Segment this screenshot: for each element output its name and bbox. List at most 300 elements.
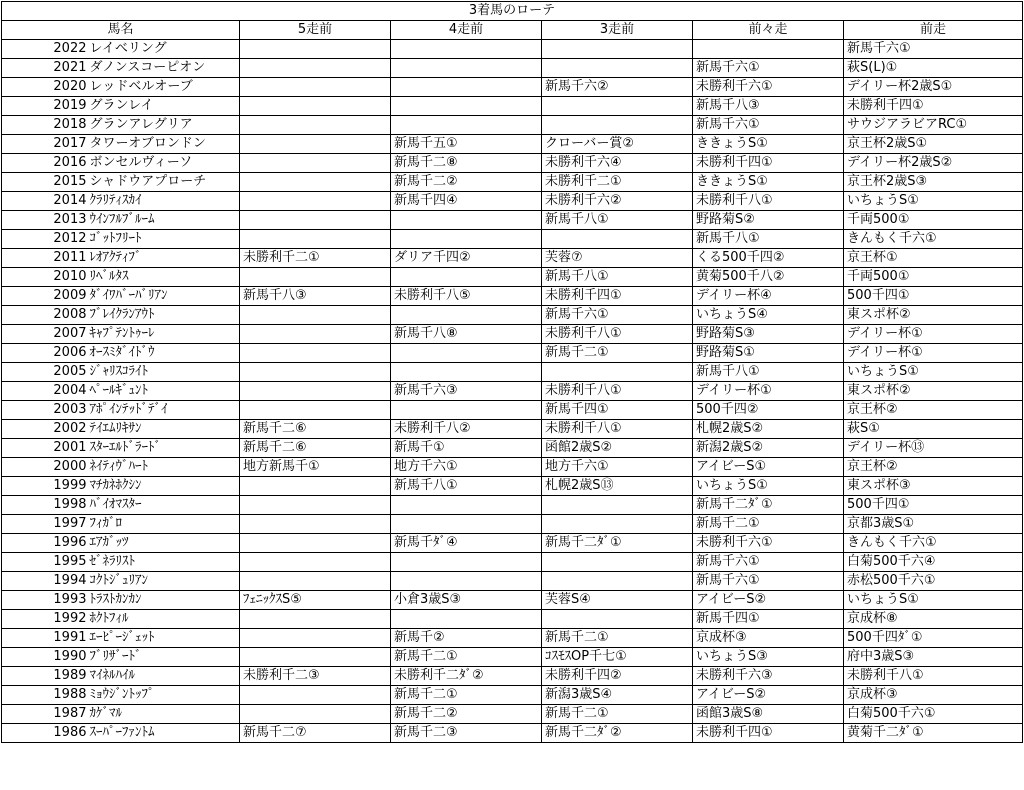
race-5-before-cell: 新馬千二⑥ [240, 420, 391, 439]
previous-race-cell: 萩S(L)① [844, 59, 1023, 78]
race-3-before-cell: 札幌2歳S⑬ [542, 477, 693, 496]
race-2-before-cell [693, 40, 844, 59]
table-row [2, 591, 1023, 610]
race-2-before-cell: 新馬千二① [693, 515, 844, 534]
race-2-before-cell: くる500千四② [693, 249, 844, 268]
horse-name-cell: ﾌｨｶﾞﾛ [89, 515, 240, 534]
race-5-before-cell [240, 496, 391, 515]
year-cell: 2003 [2, 401, 89, 420]
race-3-before-cell: 未勝利千四② [542, 667, 693, 686]
race-2-before-cell: 新馬千六① [693, 572, 844, 591]
race-4-before-cell [391, 515, 542, 534]
race-2-before-cell: 未勝利千四① [693, 154, 844, 173]
horse-name-cell: タワーオブロンドン [89, 135, 240, 154]
year-cell: 1987 [2, 705, 89, 724]
race-5-before-cell [240, 268, 391, 287]
table-row [2, 534, 1023, 553]
horse-name-cell: ﾀﾞｲﾜﾊﾞｰﾊﾞﾘｱﾝ [89, 287, 240, 306]
race-4-before-cell [391, 40, 542, 59]
table-row [2, 97, 1023, 116]
horse-name-cell: ﾈｲﾃｨｳﾞﾊｰﾄ [89, 458, 240, 477]
previous-race-cell: デイリー杯① [844, 325, 1023, 344]
race-3-before-cell [542, 40, 693, 59]
table-row [2, 211, 1023, 230]
table-row [2, 268, 1023, 287]
race-2-before-cell: 野路菊S① [693, 344, 844, 363]
race-4-before-cell: 新馬千二② [391, 173, 542, 192]
race-3-before-cell [542, 515, 693, 534]
race-2-before-cell: 黄菊500千八② [693, 268, 844, 287]
race-2-before-cell: 未勝利千八① [693, 192, 844, 211]
year-cell: 2018 [2, 116, 89, 135]
year-cell: 1988 [2, 686, 89, 705]
previous-race-cell: 新馬千六① [844, 40, 1023, 59]
race-5-before-cell [240, 610, 391, 629]
race-2-before-cell: 函館3歳S⑧ [693, 705, 844, 724]
race-5-before-cell [240, 534, 391, 553]
race-4-before-cell: 新馬千五① [391, 135, 542, 154]
table-row [2, 496, 1023, 515]
race-2-before-cell: 京成杯③ [693, 629, 844, 648]
table-row [2, 287, 1023, 306]
table-row [2, 40, 1023, 59]
year-cell: 2007 [2, 325, 89, 344]
race-2-before-cell: アイビーS① [693, 458, 844, 477]
previous-race-cell: 萩S① [844, 420, 1023, 439]
table-row [2, 439, 1023, 458]
race-5-before-cell: ﾌｪﾆｯｸｽS⑤ [240, 591, 391, 610]
year-cell: 2008 [2, 306, 89, 325]
race-4-before-cell: 新馬千ﾀﾞ④ [391, 534, 542, 553]
race-5-before-cell [240, 306, 391, 325]
previous-race-cell: 赤松500千六① [844, 572, 1023, 591]
previous-race-cell: 500千四① [844, 287, 1023, 306]
horse-name-cell: ｴｰﾋﾟｰｼﾞｪｯﾄ [89, 629, 240, 648]
previous-race-cell: 府中3歳S③ [844, 648, 1023, 667]
race-5-before-cell [240, 97, 391, 116]
race-3-before-cell: 芙蓉S④ [542, 591, 693, 610]
race-4-before-cell: 新馬千二③ [391, 724, 542, 743]
race-3-before-cell [542, 59, 693, 78]
race-2-before-cell: いちょうS④ [693, 306, 844, 325]
race-4-before-cell [391, 306, 542, 325]
race-3-before-cell: 函館2歳S② [542, 439, 693, 458]
previous-race-cell: きんもく千六① [844, 534, 1023, 553]
race-5-before-cell [240, 116, 391, 135]
horse-name-cell: ｴｱｶﾞｯﾂ [89, 534, 240, 553]
race-3-before-cell: 新馬千二① [542, 705, 693, 724]
race-5-before-cell [240, 629, 391, 648]
race-4-before-cell: 新馬千二① [391, 686, 542, 705]
race-3-before-cell [542, 572, 693, 591]
race-3-before-cell: 新潟3歳S④ [542, 686, 693, 705]
race-4-before-cell: 未勝利千二ﾀﾞ② [391, 667, 542, 686]
race-2-before-cell: 新馬千八③ [693, 97, 844, 116]
horse-name-cell: ﾌﾞﾚｲｸﾗﾝｱｳﾄ [89, 306, 240, 325]
year-cell: 1999 [2, 477, 89, 496]
table-row [2, 363, 1023, 382]
previous-race-cell: サウジアラビアRC① [844, 116, 1023, 135]
table-row [2, 553, 1023, 572]
race-2-before-cell: 新馬千八① [693, 230, 844, 249]
year-cell: 2013 [2, 211, 89, 230]
race-4-before-cell [391, 363, 542, 382]
race-4-before-cell [391, 59, 542, 78]
race-3-before-cell: 地方千六① [542, 458, 693, 477]
race-2-before-cell: デイリー杯① [693, 382, 844, 401]
race-5-before-cell [240, 515, 391, 534]
race-3-before-cell: 未勝利千六② [542, 192, 693, 211]
previous-race-cell: デイリー杯⑬ [844, 439, 1023, 458]
table-row [2, 306, 1023, 325]
race-5-before-cell [240, 401, 391, 420]
race-3-before-cell: クローバー賞② [542, 135, 693, 154]
year-cell: 2001 [2, 439, 89, 458]
race-3-before-cell: 新馬千六② [542, 78, 693, 97]
race-3-before-cell [542, 363, 693, 382]
year-cell: 2012 [2, 230, 89, 249]
header-previous-race: 前走 [844, 21, 1023, 40]
race-3-before-cell [542, 553, 693, 572]
table-row [2, 724, 1023, 743]
race-3-before-cell: ｺｽﾓｽOP千七① [542, 648, 693, 667]
race-4-before-cell: 新馬千二⑧ [391, 154, 542, 173]
year-cell: 2005 [2, 363, 89, 382]
previous-race-cell: 千両500① [844, 211, 1023, 230]
horse-name-cell: ﾎｸﾄﾌｨﾙ [89, 610, 240, 629]
race-4-before-cell: 新馬千八① [391, 477, 542, 496]
race-4-before-cell: ダリア千四② [391, 249, 542, 268]
race-3-before-cell [542, 610, 693, 629]
header-4-races-before: 4走前 [391, 21, 542, 40]
horse-name-cell: ｼﾞｬﾘｽｺﾗｲﾄ [89, 363, 240, 382]
race-3-before-cell: 新馬千八① [542, 268, 693, 287]
horse-name-cell: ボンセルヴィーソ [89, 154, 240, 173]
race-5-before-cell: 新馬千二⑦ [240, 724, 391, 743]
table-row [2, 59, 1023, 78]
previous-race-cell: 500千四① [844, 496, 1023, 515]
race-5-before-cell [240, 477, 391, 496]
table-row [2, 420, 1023, 439]
race-2-before-cell: 500千四② [693, 401, 844, 420]
horse-name-cell: ﾘﾍﾞﾙﾀｽ [89, 268, 240, 287]
horse-name-cell: ｳｲﾝﾌﾙﾌﾞﾙｰﾑ [89, 211, 240, 230]
year-cell: 2019 [2, 97, 89, 116]
year-cell: 1997 [2, 515, 89, 534]
year-cell: 1996 [2, 534, 89, 553]
race-5-before-cell: 未勝利千二① [240, 249, 391, 268]
header-row [2, 21, 1023, 40]
previous-race-cell: 未勝利千四① [844, 97, 1023, 116]
race-5-before-cell [240, 648, 391, 667]
horse-name-cell: レッドベルオーブ [89, 78, 240, 97]
race-3-before-cell: 新馬千八① [542, 211, 693, 230]
year-cell: 1994 [2, 572, 89, 591]
table-row [2, 382, 1023, 401]
race-4-before-cell: 未勝利千八② [391, 420, 542, 439]
previous-race-cell: 京王杯① [844, 249, 1023, 268]
header-5-races-before: 5走前 [240, 21, 391, 40]
race-3-before-cell: 新馬千二① [542, 344, 693, 363]
header-horse: 馬名 [2, 21, 240, 40]
previous-race-cell: 白菊500千六④ [844, 553, 1023, 572]
race-2-before-cell: いちょうS① [693, 477, 844, 496]
previous-race-cell: 京成杯⑧ [844, 610, 1023, 629]
race-4-before-cell: 新馬千四④ [391, 192, 542, 211]
race-2-before-cell: デイリー杯④ [693, 287, 844, 306]
previous-race-cell: 500千四ﾀﾞ① [844, 629, 1023, 648]
race-2-before-cell: 札幌2歳S② [693, 420, 844, 439]
horse-name-cell: ｱﾎﾟｲﾝﾃｯﾄﾞﾃﾞｲ [89, 401, 240, 420]
previous-race-cell: 東スポ杯③ [844, 477, 1023, 496]
race-3-before-cell: 新馬千六① [542, 306, 693, 325]
table-row [2, 648, 1023, 667]
year-cell: 2014 [2, 192, 89, 211]
horse-name-cell: ﾏｲﾈﾙﾊｲﾙ [89, 667, 240, 686]
race-2-before-cell: 未勝利千六① [693, 78, 844, 97]
race-5-before-cell [240, 572, 391, 591]
horse-name-cell: ｺｸﾄｼﾞｭﾘｱﾝ [89, 572, 240, 591]
previous-race-cell: 東スポ杯② [844, 382, 1023, 401]
header-2-races-before: 前々走 [693, 21, 844, 40]
year-cell: 1993 [2, 591, 89, 610]
horse-name-cell: ﾐｮｳｼﾞﾝﾄｯﾌﾟ [89, 686, 240, 705]
horse-name-cell: ｽﾀｰｴﾙﾄﾞﾗｰﾄﾞ [89, 439, 240, 458]
table-row [2, 477, 1023, 496]
race-3-before-cell [542, 116, 693, 135]
race-4-before-cell: 未勝利千八⑤ [391, 287, 542, 306]
table-row [2, 135, 1023, 154]
race-3-before-cell: 未勝利千八① [542, 420, 693, 439]
race-4-before-cell [391, 572, 542, 591]
race-2-before-cell: いちょうS③ [693, 648, 844, 667]
race-5-before-cell [240, 78, 391, 97]
race-3-before-cell [542, 496, 693, 515]
race-2-before-cell: 未勝利千四① [693, 724, 844, 743]
race-5-before-cell: 地方新馬千① [240, 458, 391, 477]
race-5-before-cell [240, 40, 391, 59]
race-2-before-cell: アイビーS② [693, 686, 844, 705]
race-4-before-cell: 小倉3歳S③ [391, 591, 542, 610]
previous-race-cell: デイリー杯2歳S② [844, 154, 1023, 173]
race-4-before-cell: 新馬千二② [391, 705, 542, 724]
horse-name-cell: グランアレグリア [89, 116, 240, 135]
table-row [2, 154, 1023, 173]
table-row [2, 515, 1023, 534]
table-row [2, 458, 1023, 477]
previous-race-cell: 白菊500千六① [844, 705, 1023, 724]
horse-name-cell: ﾃｲｴﾑﾘｷｻﾝ [89, 420, 240, 439]
table-row [2, 249, 1023, 268]
table-row [2, 325, 1023, 344]
year-cell: 1990 [2, 648, 89, 667]
table-row [2, 401, 1023, 420]
race-2-before-cell: ききょうS① [693, 135, 844, 154]
race-2-before-cell: 野路菊S③ [693, 325, 844, 344]
year-cell: 2002 [2, 420, 89, 439]
race-5-before-cell [240, 325, 391, 344]
previous-race-cell: 千両500① [844, 268, 1023, 287]
race-2-before-cell: 新潟2歳S② [693, 439, 844, 458]
race-3-before-cell: 新馬千二① [542, 629, 693, 648]
race-5-before-cell [240, 135, 391, 154]
year-cell: 2011 [2, 249, 89, 268]
race-5-before-cell: 新馬千二⑥ [240, 439, 391, 458]
table-row [2, 686, 1023, 705]
year-cell: 1995 [2, 553, 89, 572]
table-row [2, 344, 1023, 363]
table-row [2, 173, 1023, 192]
race-5-before-cell: 新馬千八③ [240, 287, 391, 306]
race-4-before-cell: 新馬千① [391, 439, 542, 458]
race-4-before-cell: 新馬千② [391, 629, 542, 648]
race-4-before-cell [391, 78, 542, 97]
horse-name-cell: シャドウアプローチ [89, 173, 240, 192]
race-5-before-cell [240, 211, 391, 230]
race-4-before-cell [391, 268, 542, 287]
year-cell: 2021 [2, 59, 89, 78]
table-row [2, 667, 1023, 686]
horse-name-cell: ｵｰｽﾐﾀﾞｲﾄﾞｳ [89, 344, 240, 363]
year-cell: 2017 [2, 135, 89, 154]
horse-name-cell: ｶｹﾞﾏﾙ [89, 705, 240, 724]
race-3-before-cell: 未勝利千八① [542, 325, 693, 344]
table-row [2, 610, 1023, 629]
year-cell: 2000 [2, 458, 89, 477]
race-2-before-cell: 新馬千四① [693, 610, 844, 629]
horse-name-cell: ﾏﾁｶﾈﾎｸｼﾝ [89, 477, 240, 496]
race-5-before-cell [240, 154, 391, 173]
header-3-races-before: 3走前 [542, 21, 693, 40]
year-cell: 1991 [2, 629, 89, 648]
previous-race-cell: 京都3歳S① [844, 515, 1023, 534]
previous-race-cell: 京王杯2歳S③ [844, 173, 1023, 192]
race-5-before-cell: 未勝利千二③ [240, 667, 391, 686]
horse-name-cell: ダノンスコーピオン [89, 59, 240, 78]
previous-race-cell: デイリー杯① [844, 344, 1023, 363]
race-2-before-cell: 新馬千六① [693, 59, 844, 78]
horse-name-cell: レイベリング [89, 40, 240, 59]
race-5-before-cell [240, 705, 391, 724]
race-4-before-cell [391, 97, 542, 116]
race-4-before-cell [391, 610, 542, 629]
year-cell: 2004 [2, 382, 89, 401]
table-row [2, 572, 1023, 591]
race-4-before-cell: 地方千六① [391, 458, 542, 477]
year-cell: 1986 [2, 724, 89, 743]
year-cell: 1998 [2, 496, 89, 515]
year-cell: 2010 [2, 268, 89, 287]
race-3-before-cell: 未勝利千八① [542, 382, 693, 401]
race-4-before-cell [391, 116, 542, 135]
race-5-before-cell [240, 59, 391, 78]
year-cell: 1992 [2, 610, 89, 629]
previous-race-cell: 京王杯② [844, 458, 1023, 477]
race-5-before-cell [240, 344, 391, 363]
table-title: 3着馬のローテ [2, 2, 1023, 21]
table-row [2, 192, 1023, 211]
race-2-before-cell: 未勝利千六① [693, 534, 844, 553]
race-2-before-cell: 野路菊S② [693, 211, 844, 230]
horse-name-cell: グランレイ [89, 97, 240, 116]
race-5-before-cell [240, 192, 391, 211]
race-3-before-cell: 新馬千四① [542, 401, 693, 420]
race-3-before-cell: 未勝利千四① [542, 287, 693, 306]
race-4-before-cell [391, 496, 542, 515]
previous-race-cell: いちょうS① [844, 363, 1023, 382]
previous-race-cell: 未勝利千八① [844, 667, 1023, 686]
table-row [2, 230, 1023, 249]
race-2-before-cell: ききょうS① [693, 173, 844, 192]
year-cell: 2022 [2, 40, 89, 59]
horse-name-cell: ｸﾗﾘﾃｨｽｶｲ [89, 192, 240, 211]
table-row [2, 116, 1023, 135]
race-4-before-cell: 新馬千六③ [391, 382, 542, 401]
year-cell: 2006 [2, 344, 89, 363]
year-cell: 2016 [2, 154, 89, 173]
race-2-before-cell: 新馬千八① [693, 363, 844, 382]
race-4-before-cell: 新馬千二① [391, 648, 542, 667]
horse-name-cell: ﾊﾞｲｵﾏｽﾀｰ [89, 496, 240, 515]
race-5-before-cell [240, 382, 391, 401]
year-cell: 2020 [2, 78, 89, 97]
rotation-table [1, 1, 1023, 743]
previous-race-cell: 京王杯② [844, 401, 1023, 420]
race-5-before-cell [240, 363, 391, 382]
year-cell: 1989 [2, 667, 89, 686]
previous-race-cell: いちょうS① [844, 192, 1023, 211]
previous-race-cell: きんもく千六① [844, 230, 1023, 249]
race-3-before-cell: 新馬千二ﾀﾞ① [542, 534, 693, 553]
race-2-before-cell: 新馬千六① [693, 553, 844, 572]
race-4-before-cell [391, 344, 542, 363]
race-5-before-cell [240, 686, 391, 705]
horse-name-cell: ﾍﾟｰﾙｷﾞｭﾝﾄ [89, 382, 240, 401]
table-row [2, 705, 1023, 724]
horse-name-cell: ｾﾞﾈﾗﾘｽﾄ [89, 553, 240, 572]
horse-name-cell: ﾄﾗｽﾄｶﾝｶﾝ [89, 591, 240, 610]
race-3-before-cell [542, 230, 693, 249]
previous-race-cell: 黄菊千二ﾀﾞ① [844, 724, 1023, 743]
race-4-before-cell [391, 401, 542, 420]
table-row [2, 78, 1023, 97]
previous-race-cell: 京王杯2歳S① [844, 135, 1023, 154]
race-5-before-cell [240, 553, 391, 572]
horse-name-cell: ｷｬﾌﾟﾃﾝﾄｩｰﾚ [89, 325, 240, 344]
horse-name-cell: ｽｰﾊﾟｰﾌｧﾝﾄﾑ [89, 724, 240, 743]
horse-name-cell: ﾌﾞﾘｻﾞｰﾄﾞ [89, 648, 240, 667]
race-3-before-cell: 芙蓉⑦ [542, 249, 693, 268]
year-cell: 2015 [2, 173, 89, 192]
previous-race-cell: 京成杯③ [844, 686, 1023, 705]
race-2-before-cell: 未勝利千六③ [693, 667, 844, 686]
race-4-before-cell [391, 553, 542, 572]
previous-race-cell: 東スポ杯② [844, 306, 1023, 325]
race-4-before-cell: 新馬千八⑧ [391, 325, 542, 344]
table-row [2, 629, 1023, 648]
race-5-before-cell [240, 230, 391, 249]
race-4-before-cell [391, 211, 542, 230]
race-2-before-cell: 新馬千二ﾀﾞ① [693, 496, 844, 515]
previous-race-cell: いちょうS① [844, 591, 1023, 610]
horse-name-cell: ｺﾞｯﾄﾌﾘｰﾄ [89, 230, 240, 249]
race-3-before-cell: 未勝利千二① [542, 173, 693, 192]
race-3-before-cell: 未勝利千六④ [542, 154, 693, 173]
race-4-before-cell [391, 230, 542, 249]
horse-name-cell: ﾚｵｱｸﾃｨﾌﾞ [89, 249, 240, 268]
race-3-before-cell: 新馬千二ﾀﾞ② [542, 724, 693, 743]
race-3-before-cell [542, 97, 693, 116]
